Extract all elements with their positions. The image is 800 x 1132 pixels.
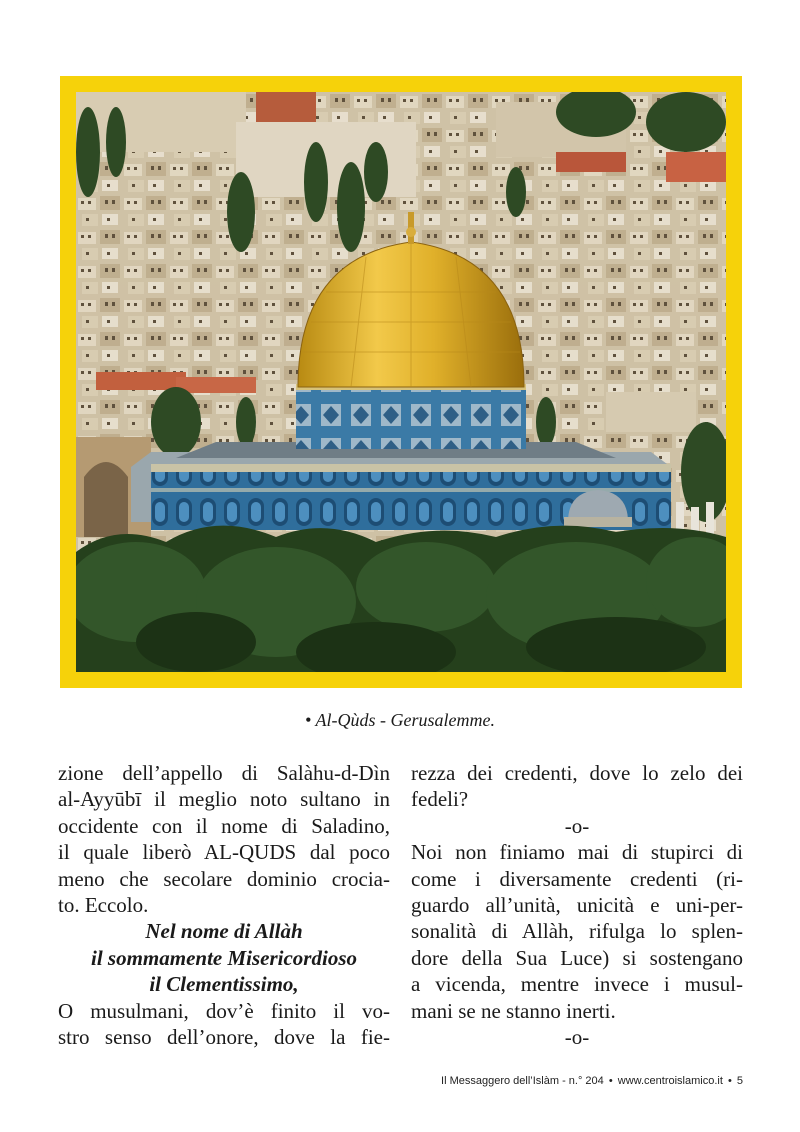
footer-bullet: • <box>727 1075 732 1087</box>
text-line: Noi non finiamo mai di stupirci di <box>411 840 743 865</box>
text-line: sonalità di Allàh, rifulga lo splen- <box>411 919 743 944</box>
text-line: O musulmani, dov’è finito il vo- <box>58 998 390 1023</box>
text-line: meno che secolare dominio crocia- <box>58 866 390 891</box>
publication-title: Il Messaggero dell’Islàm - n.° 204 <box>441 1075 604 1087</box>
text-line: guardo all’unità, unicità e uni-per- <box>411 892 743 917</box>
right-column <box>411 760 743 1050</box>
invocation-line: Nel nome di Allàh <box>145 919 303 944</box>
page-footer <box>440 1075 744 1087</box>
photo-caption: • Al-Qùds - Gerusalemme. <box>305 710 495 730</box>
section-separator: -o- <box>564 813 590 838</box>
website-link[interactable]: www.centroislamico.it <box>617 1075 723 1087</box>
text-line: dore della Sua Luce) si sostengano <box>411 945 743 970</box>
text-line: mani se ne stanno inerti. <box>411 998 616 1023</box>
text-line: fedeli? <box>411 787 469 812</box>
text-line: stro senso dell’onore, dove la fie- <box>58 1024 390 1049</box>
text-line: occidente con il nome di Saladino, <box>58 813 390 838</box>
text-line: il quale liberò AL-QUDS dal poco <box>58 840 390 865</box>
text-line: come i diversamente credenti (ri- <box>411 866 743 891</box>
text-line: to. Eccolo. <box>58 892 149 917</box>
text-line: al-Ayyūbī il meglio noto sultano in <box>58 787 390 812</box>
text-line: zione dell’appello di Salàhu-d-Dìn <box>58 761 390 785</box>
text-line: a vicenda, mentre invece i musul- <box>411 972 743 997</box>
page-number: 5 <box>736 1075 743 1087</box>
footer-bullet: • <box>608 1075 613 1087</box>
invocation-line: il sommamente Misericordioso <box>90 945 357 970</box>
dome-of-the-rock-photo <box>76 92 726 672</box>
section-separator: -o- <box>564 1024 590 1049</box>
left-column <box>58 760 390 1050</box>
invocation-line: il Clementissimo, <box>149 972 299 997</box>
text-line: rezza dei credenti, dove lo zelo dei <box>411 761 743 785</box>
photo-frame <box>60 76 742 688</box>
